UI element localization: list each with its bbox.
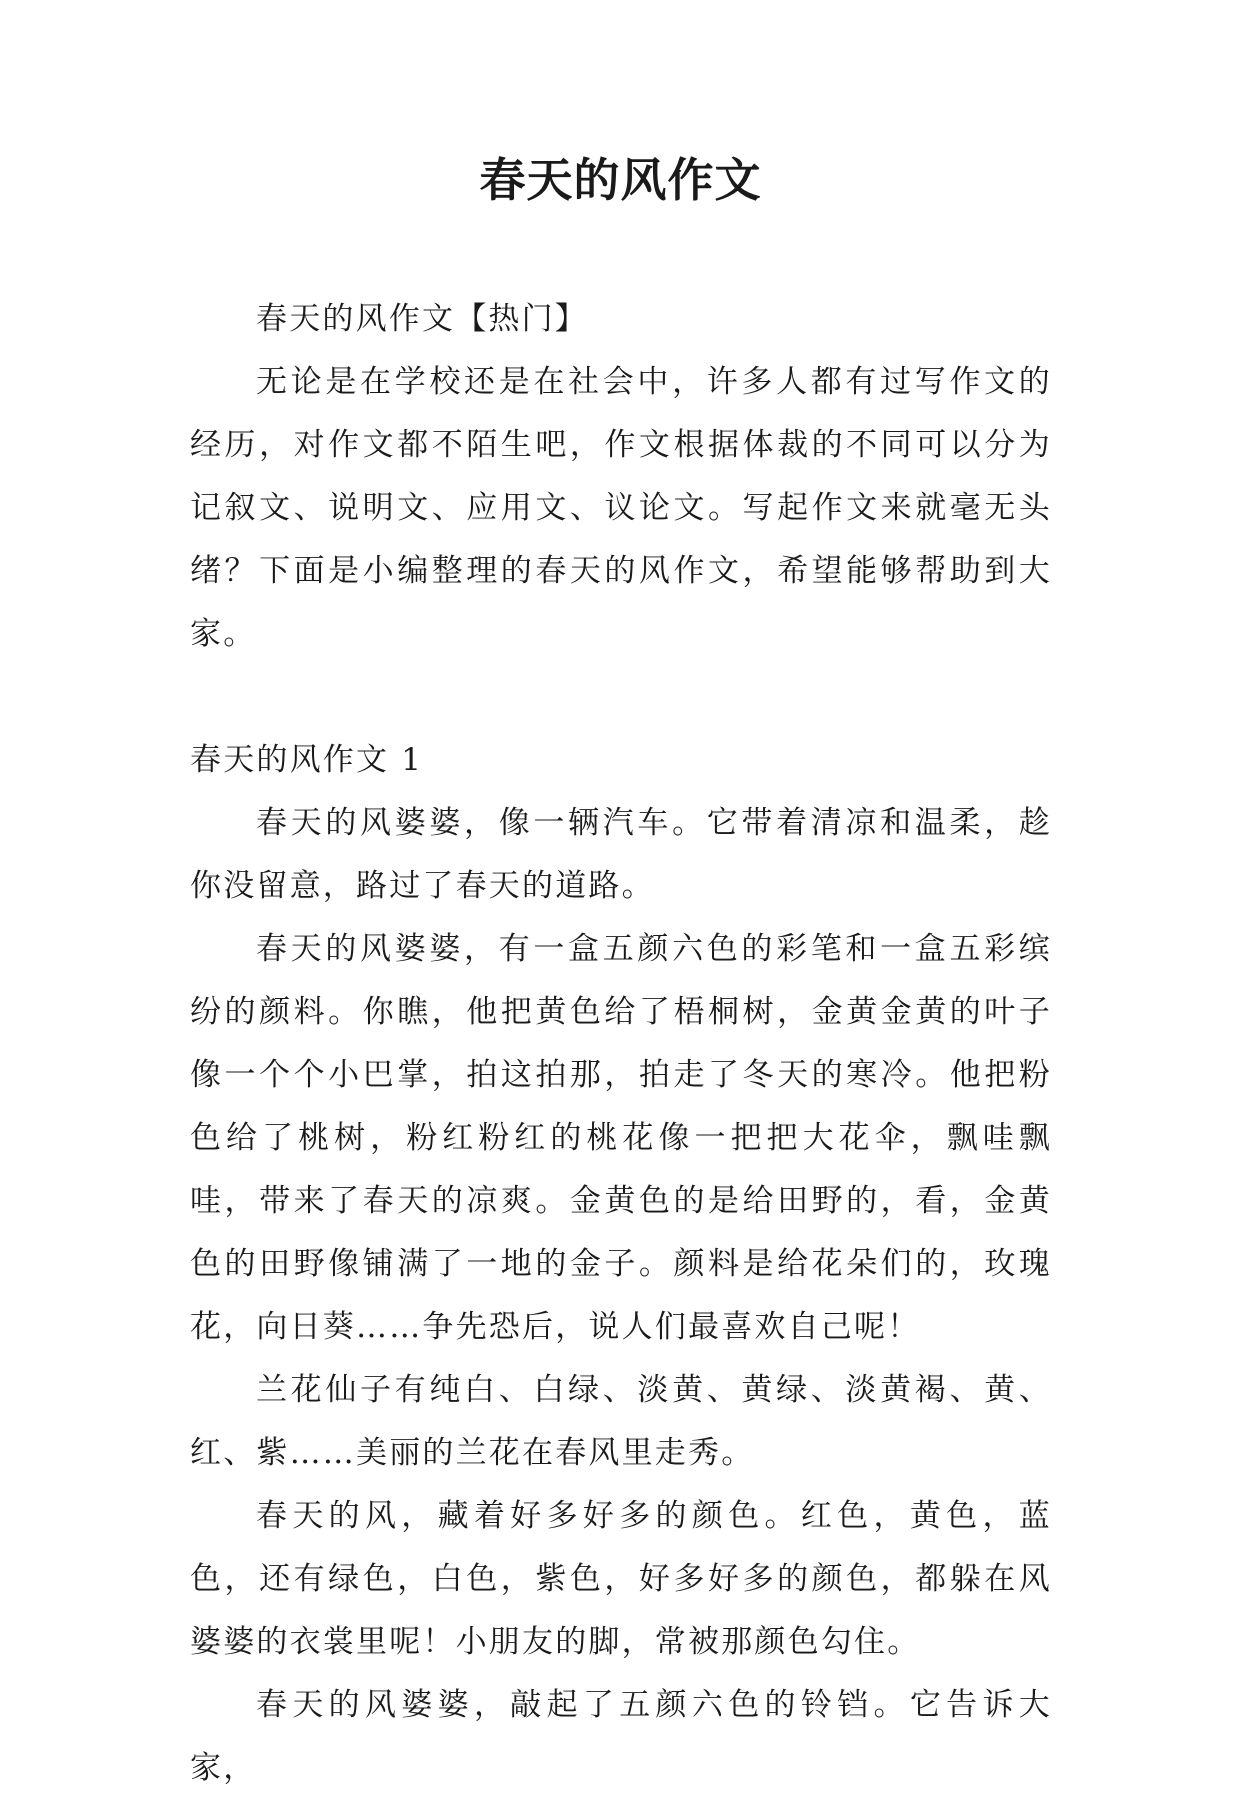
section-spacer xyxy=(190,666,1052,729)
subtitle-line: 春天的风作文【热门】 xyxy=(256,301,588,337)
document-body xyxy=(190,288,1052,1800)
intro-paragraph: 无论是在学校还是在社会中，许多人都有过写作文的经历，对作文都不陌生吧，作文根据体裁的不同可以分为记叙文、说明文、应用文、议论文。写起作文来就毫无头绪？下面是小编整理的春天的风作文，希望能够帮助到大家。 xyxy=(190,364,1052,652)
essay-paragraph: 春天的风，藏着好多好多的颜色。红色，黄色，蓝色，还有绿色，白色，紫色，好多好多的颜色，都躲在风婆婆的衣裳里呢！小朋友的脚，常被那颜色勾住。 xyxy=(190,1498,1052,1660)
essay-paragraph: 春天的风婆婆，像一辆汽车。它带着清凉和温柔，趁你没留意，路过了春天的道路。 xyxy=(190,805,1052,904)
section-heading: 春天的风作文 1 xyxy=(190,742,424,778)
essay-paragraph: 春天的风婆婆，有一盒五颜六色的彩笔和一盒五彩缤纷的颜料。你瞧，他把黄色给了梧桐树，金黄金黄的叶子像一个个小巴掌，拍这拍那，拍走了冬天的寒冷。他把粉色给了桃树，粉红粉红的桃花像一把把大花伞，飘哇飘哇，带来了春天的凉爽。金黄色的是给田野的，看，金黄色的田野像铺满了一地的金子。颜料是给花朵们的，玫瑰花，向日葵……争先恐后，说人们最喜欢自己呢！ xyxy=(190,931,1052,1345)
essay-paragraph: 兰花仙子有纯白、白绿、淡黄、黄绿、淡黄褐、黄、红、紫……美丽的兰花在春风里走秀。 xyxy=(190,1372,1052,1471)
essay-paragraph: 春天的风婆婆，敲起了五颜六色的铃铛。它告诉大家， xyxy=(190,1687,1052,1786)
document-title: 春天的风作文 xyxy=(479,153,762,207)
